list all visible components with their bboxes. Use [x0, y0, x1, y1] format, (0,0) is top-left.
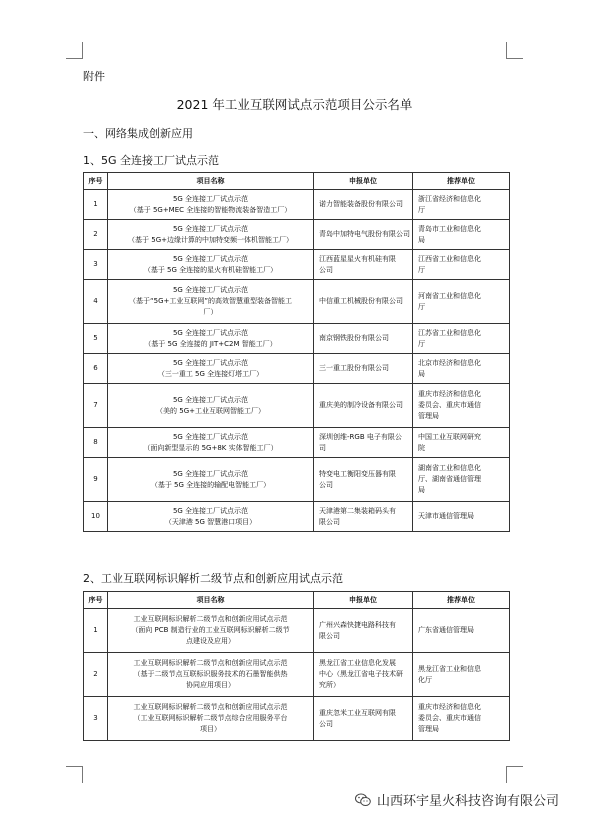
cell-recommender-text: 委员会、重庆市通信 — [418, 401, 481, 409]
cell-applicant-text: 天津港第二集装箱码头有 — [319, 506, 396, 515]
wechat-icon — [355, 793, 371, 807]
cell-applicant — [314, 653, 413, 697]
cell-project-name — [108, 458, 314, 502]
cell-recommender — [413, 324, 510, 354]
cell-no-text: 6 — [93, 364, 98, 372]
cell-applicant-text: 重庆美的制冷设备有限公司 — [319, 401, 403, 409]
cell-recommender-text: 重庆市经济和信息化 — [418, 703, 481, 711]
cell-applicant-text: 江西蓝星星火有机硅有限 — [319, 254, 396, 263]
table-row — [84, 458, 510, 502]
header-applicant: 申报单位 — [314, 173, 413, 190]
cell-applicant — [314, 458, 413, 502]
cell-project-name-text: 5G 全连接工厂试点示范 — [172, 254, 249, 263]
cell-project-name-text: （面向新型显示的 5G+8K 实体智能工厂） — [143, 443, 278, 452]
watermark-text: 山西环宇星火科技咨询有限公司 — [377, 794, 560, 809]
cell-project-name-text: 5G 全连接工厂试点示范 — [172, 194, 249, 203]
table-row — [84, 653, 510, 697]
cell-no-text: 2 — [93, 670, 98, 678]
header-applicant: 申报单位 — [314, 592, 413, 609]
table-row — [84, 609, 510, 653]
cell-no-text: 9 — [93, 475, 98, 483]
cell-recommender-text: 广东省通信管理局 — [418, 626, 474, 634]
pilot-table-identifier — [83, 591, 510, 741]
cell-applicant — [314, 280, 413, 324]
cell-recommender-text: 厅 — [418, 302, 425, 311]
cell-no — [84, 280, 108, 324]
cell-no-text: 5 — [93, 334, 98, 342]
cell-recommender-text: 厅 — [418, 339, 425, 348]
table-header-row — [84, 592, 510, 609]
table-header-row — [84, 173, 510, 190]
cell-no-text: 1 — [93, 626, 98, 634]
cell-no — [84, 384, 108, 428]
cell-project-name-text: 5G 全连接工厂试点示范 — [172, 469, 249, 478]
table-row — [84, 324, 510, 354]
cell-applicant-text: 深圳创维-RGB 电子有限公 — [319, 432, 402, 441]
cell-no — [84, 250, 108, 280]
cell-project-name — [108, 384, 314, 428]
cell-recommender-text: 湖南省工业和信息化 — [418, 464, 481, 472]
cell-recommender-text: 浙江省经济和信息化 — [418, 194, 481, 203]
cell-applicant — [314, 384, 413, 428]
cell-recommender-text: 局 — [418, 235, 425, 244]
cell-no — [84, 428, 108, 458]
cell-no-text: 3 — [93, 260, 98, 268]
cell-recommender — [413, 428, 510, 458]
table-body — [84, 609, 510, 741]
cell-project-name-text: 5G 全连接工厂试点示范 — [172, 395, 249, 404]
cell-no — [84, 609, 108, 653]
cell-project-name — [108, 609, 314, 653]
cell-project-name-text: 5G 全连接工厂试点示范 — [172, 224, 249, 233]
cell-recommender-text: 重庆市经济和信息化 — [418, 390, 481, 398]
cell-project-name-text: （天津港 5G 智慧港口项目） — [164, 517, 257, 526]
cell-applicant-text: 究所） — [319, 681, 340, 689]
cell-applicant-text: 黑龙江省工业信息化发展 — [319, 659, 396, 667]
cell-project-name — [108, 190, 314, 220]
cell-applicant — [314, 354, 413, 384]
cell-applicant-text: 广州兴森快捷电路科技有 — [319, 620, 396, 629]
section-heading: 一、网络集成创新应用 — [83, 127, 193, 140]
cell-project-name-text: （美的 5G+工业互联网智能工厂） — [156, 406, 265, 415]
table-row — [84, 250, 510, 280]
cell-recommender — [413, 280, 510, 324]
cell-recommender-text: 管理局 — [418, 725, 439, 733]
cell-project-name-text: 项目） — [200, 725, 221, 733]
header-no: 序号 — [84, 173, 108, 190]
crop-mark-top-left — [66, 42, 83, 59]
cell-recommender-text: 厅 — [418, 265, 425, 274]
cell-recommender-text: 江西省工业和信息化 — [418, 254, 481, 263]
cell-recommender — [413, 609, 510, 653]
cell-project-name-text: 5G 全连接工厂试点示范 — [172, 432, 249, 441]
cell-recommender-text: 青岛市工业和信息化 — [418, 224, 481, 233]
cell-no-text: 7 — [93, 401, 98, 409]
table-row — [84, 428, 510, 458]
cell-project-name-text: 5G 全连接工厂试点示范 — [172, 286, 249, 294]
cell-applicant-text: 诺力智能装备股份有限公司 — [319, 200, 403, 208]
cell-recommender-text: 河南省工业和信息化 — [418, 291, 481, 300]
table-row — [84, 354, 510, 384]
cell-no — [84, 354, 108, 384]
crop-mark-bottom-left — [66, 766, 83, 783]
cell-recommender-text: 院 — [418, 443, 425, 452]
cell-project-name-text: 5G 全连接工厂试点示范 — [172, 328, 249, 337]
header-recommender: 推荐单位 — [413, 173, 510, 190]
cell-project-name-text: 工业互联网标识解析二级节点和创新应用试点示范 — [133, 659, 288, 667]
header-recommender: 推荐单位 — [413, 592, 510, 609]
cell-applicant-text: 公司 — [319, 719, 333, 728]
cell-recommender-text: 化厅 — [418, 675, 432, 684]
cell-recommender-text: 管理局 — [418, 412, 439, 420]
cell-no-text: 2 — [93, 230, 98, 238]
cell-no-text: 10 — [91, 512, 100, 520]
cell-no — [84, 653, 108, 697]
cell-recommender-text: 厅 — [418, 205, 425, 214]
cell-project-name-text: （工业互联网标识解析二级节点综合应用服务平台 — [133, 714, 288, 722]
table-row — [84, 280, 510, 324]
cell-project-name-text: （面向 PCB 制造行业的工业互联网标识解析二级节 — [131, 626, 290, 634]
cell-project-name — [108, 428, 314, 458]
cell-no — [84, 190, 108, 220]
cell-no-text: 8 — [93, 438, 98, 446]
cell-recommender-text: 局 — [418, 486, 425, 494]
cell-project-name-text: （基于二级节点互联标识服务技术的石墨智能供热 — [133, 670, 288, 678]
cell-project-name-text: 工业互联网标识解析二级节点和创新应用试点示范 — [133, 615, 288, 623]
cell-project-name — [108, 697, 314, 741]
header-no: 序号 — [84, 592, 108, 609]
cell-project-name-text: 5G 全连接工厂试点示范 — [172, 506, 249, 515]
cell-applicant — [314, 250, 413, 280]
cell-applicant — [314, 324, 413, 354]
cell-no — [84, 697, 108, 741]
cell-applicant-text: 公司 — [319, 265, 333, 274]
cell-recommender — [413, 384, 510, 428]
table-row — [84, 190, 510, 220]
table-row — [84, 384, 510, 428]
cell-applicant-text: 特变电工衡阳变压器有限 — [319, 469, 396, 478]
cell-project-name-text: 点建设及应用） — [186, 637, 235, 645]
cell-project-name — [108, 324, 314, 354]
table-body — [84, 190, 510, 532]
cell-no — [84, 502, 108, 532]
cell-recommender — [413, 458, 510, 502]
cell-project-name-text: 协同应用项目） — [186, 681, 235, 689]
cell-project-name — [108, 502, 314, 532]
cell-applicant — [314, 190, 413, 220]
cell-recommender-text: 厅、湖南省通信管理 — [418, 475, 481, 483]
cell-project-name-text: （基于 5G 全连接的 JIT+C2M 智能工厂） — [144, 339, 277, 348]
cell-project-name-text: （基于 5G 全连接的输配电智能工厂） — [150, 480, 271, 489]
watermark — [355, 790, 559, 809]
subsection-heading-2: 2、工业互联网标识解析二级节点和创新应用试点示范 — [83, 572, 343, 585]
cell-applicant — [314, 220, 413, 250]
cell-recommender — [413, 502, 510, 532]
cell-project-name — [108, 653, 314, 697]
cell-recommender — [413, 697, 510, 741]
cell-project-name-text: （基于 5G+MEC 全连接的智能物流装备智造工厂） — [129, 205, 292, 214]
cell-applicant-text: 限公司 — [319, 517, 340, 526]
cell-project-name-text: （基于 5G+边缘计算的中加特变频一体机智能工厂） — [128, 235, 293, 244]
cell-no-text: 4 — [93, 297, 98, 305]
cell-no-text: 1 — [93, 200, 98, 208]
cell-applicant-text: 青岛中加特电气股份有限公司 — [319, 230, 410, 238]
cell-recommender-text: 委员会、重庆市通信 — [418, 714, 481, 722]
cell-applicant — [314, 502, 413, 532]
cell-recommender — [413, 250, 510, 280]
cell-recommender-text: 黑龙江省工业和信息 — [418, 664, 481, 673]
cell-no — [84, 324, 108, 354]
header-project: 项目名称 — [108, 173, 314, 190]
cell-applicant — [314, 609, 413, 653]
attachment-label: 附件 — [83, 70, 105, 83]
cell-recommender-text: 中国工业互联网研究 — [418, 432, 481, 441]
table-row — [84, 220, 510, 250]
cell-no — [84, 220, 108, 250]
header-project: 项目名称 — [108, 592, 314, 609]
cell-applicant — [314, 428, 413, 458]
cell-applicant-text: 南京钢铁股份有限公司 — [319, 334, 389, 342]
cell-applicant-text: 三一重工股份有限公司 — [319, 364, 389, 372]
crop-mark-top-right — [506, 42, 523, 59]
cell-applicant-text: 司 — [319, 443, 326, 452]
cell-recommender-text: 北京市经济和信息化 — [418, 358, 481, 367]
cell-project-name-text: （三一重工 5G 全连接灯塔工厂） — [157, 369, 264, 378]
cell-project-name-text: 工业互联网标识解析二级节点和创新应用试点示范 — [133, 703, 288, 711]
cell-recommender — [413, 653, 510, 697]
cell-project-name — [108, 250, 314, 280]
cell-recommender — [413, 190, 510, 220]
cell-project-name — [108, 280, 314, 324]
cell-applicant — [314, 697, 413, 741]
cell-recommender — [413, 220, 510, 250]
pilot-table-5g — [83, 172, 510, 532]
cell-recommender — [413, 354, 510, 384]
cell-applicant-text: 重庆忽米工业互联网有限 — [319, 708, 396, 717]
crop-mark-bottom-right — [506, 766, 523, 783]
document-title: 2021 年工业互联网试点示范项目公示名单 — [176, 97, 413, 112]
cell-project-name — [108, 220, 314, 250]
cell-project-name-text: 5G 全连接工厂试点示范 — [172, 358, 249, 367]
cell-project-name — [108, 354, 314, 384]
cell-no — [84, 458, 108, 502]
cell-applicant-text: 公司 — [319, 480, 333, 489]
cell-project-name-text: 厂） — [203, 308, 218, 316]
cell-applicant-text: 限公司 — [319, 631, 340, 640]
cell-recommender-text: 江苏省工业和信息化 — [418, 328, 481, 337]
cell-applicant-text: 中心（黑龙江省电子技术研 — [319, 670, 403, 678]
cell-project-name-text: （基于 5G 全连接的星火有机硅智能工厂） — [143, 265, 278, 274]
cell-recommender-text: 局 — [418, 369, 425, 378]
subsection-heading-1: 1、5G 全连接工厂试点示范 — [83, 154, 220, 167]
table-row — [84, 697, 510, 741]
table-row — [84, 502, 510, 532]
cell-recommender-text: 天津市通信管理局 — [418, 512, 474, 520]
cell-project-name-text: （基于“5G+工业互联网”的高效智慧重型装备智能工 — [129, 297, 292, 305]
cell-applicant-text: 中信重工机械股份有限公司 — [319, 297, 403, 305]
cell-no-text: 3 — [93, 714, 98, 722]
